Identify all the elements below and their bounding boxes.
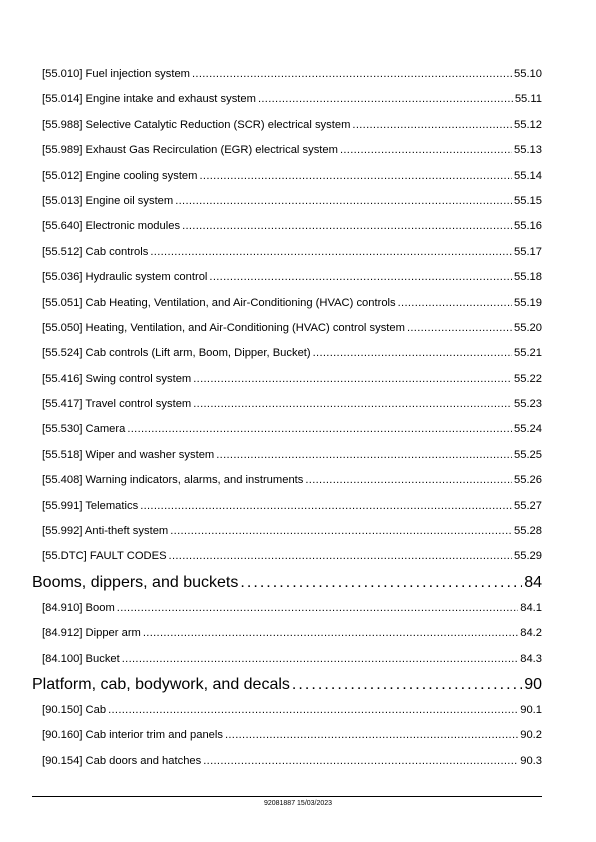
toc-entry-page: 55.18 bbox=[514, 271, 542, 284]
toc-entry[interactable] bbox=[40, 214, 544, 239]
toc-entry[interactable] bbox=[40, 723, 544, 748]
toc-entry-page: 55.29 bbox=[514, 550, 542, 563]
toc-entry-title: [55.992] Anti-theft system bbox=[42, 525, 169, 538]
leader-dots bbox=[225, 723, 518, 748]
toc-entry-page: 55.19 bbox=[514, 296, 542, 309]
toc-entry-title: [90.150] Cab bbox=[42, 703, 107, 716]
leader-dots bbox=[398, 291, 512, 316]
leader-dots bbox=[352, 113, 512, 138]
toc-entry[interactable] bbox=[40, 417, 544, 442]
leader-dots bbox=[340, 138, 512, 163]
leader-dots bbox=[305, 468, 512, 493]
leader-dots bbox=[240, 570, 522, 596]
table-of-contents bbox=[32, 62, 544, 774]
leader-dots bbox=[122, 647, 518, 672]
toc-entry-page: 55.28 bbox=[514, 525, 542, 538]
toc-entry-title: [84.912] Dipper arm bbox=[42, 627, 141, 640]
toc-entry-title: [55.036] Hydraulic system control bbox=[42, 271, 208, 284]
leader-dots bbox=[150, 240, 512, 265]
toc-entry[interactable] bbox=[40, 443, 544, 468]
toc-entry[interactable] bbox=[40, 749, 544, 774]
toc-entry-page: 55.24 bbox=[514, 423, 542, 436]
leader-dots bbox=[143, 621, 518, 646]
toc-entry[interactable] bbox=[40, 341, 544, 366]
toc-entry-page: 90.3 bbox=[520, 754, 542, 767]
toc-entry-page: 55.17 bbox=[514, 245, 542, 258]
toc-entry-page: 84.2 bbox=[520, 627, 542, 640]
toc-entry-page: 55.21 bbox=[514, 347, 542, 360]
toc-entry-title: [55.010] Fuel injection system bbox=[42, 68, 190, 80]
leader-dots bbox=[117, 596, 518, 621]
toc-entry[interactable] bbox=[40, 468, 544, 493]
leader-dots bbox=[192, 62, 512, 87]
toc-entry-title: [55.051] Cab Heating, Ventilation, and Air-Conditioning (HVAC) controls bbox=[42, 296, 396, 309]
toc-entry-page: 84.3 bbox=[520, 652, 542, 665]
toc-entry-page: 90.1 bbox=[520, 703, 542, 716]
toc-entry-title: [55.530] Camera bbox=[42, 423, 126, 436]
leader-dots bbox=[258, 87, 513, 112]
leader-dots bbox=[313, 341, 512, 366]
toc-entry-page: 55.26 bbox=[514, 474, 542, 487]
toc-entry-title: [55.014] Engine intake and exhaust system bbox=[42, 93, 256, 106]
toc-entry-page: 55.14 bbox=[514, 169, 542, 182]
toc-entry-title: [55.988] Selective Catalytic Reduction (SCR) electrical system bbox=[42, 118, 351, 131]
toc-entry[interactable] bbox=[40, 291, 544, 316]
leader-dots bbox=[108, 698, 518, 723]
toc-entry-page: 55.15 bbox=[514, 194, 542, 207]
toc-entry[interactable] bbox=[40, 392, 544, 417]
toc-entry-page: 55.27 bbox=[514, 499, 542, 512]
toc-entry-title: [90.154] Cab doors and hatches bbox=[42, 754, 202, 767]
leader-dots bbox=[193, 367, 512, 392]
toc-section-heading[interactable] bbox=[32, 570, 544, 596]
toc-entry-page: 55.23 bbox=[514, 398, 542, 411]
leader-dots bbox=[203, 749, 518, 774]
toc-entry[interactable] bbox=[40, 113, 544, 138]
leader-dots bbox=[407, 316, 512, 341]
toc-entry[interactable] bbox=[40, 647, 544, 672]
toc-entry-title: [55.512] Cab controls bbox=[42, 245, 149, 258]
toc-entry-page: 55.22 bbox=[514, 372, 542, 385]
toc-entry-title: [55.408] Warning indicators, alarms, and instruments bbox=[42, 474, 304, 487]
toc-entry-title: [55.518] Wiper and washer system bbox=[42, 448, 215, 461]
toc-entry-page: 55.20 bbox=[514, 321, 542, 334]
toc-entry-page: 55.11 bbox=[514, 93, 542, 106]
leader-dots bbox=[140, 494, 512, 519]
toc-entry-page: 55.10 bbox=[514, 68, 542, 80]
toc-entry-title: [55.417] Travel control system bbox=[42, 398, 192, 411]
toc-entry[interactable] bbox=[40, 240, 544, 265]
leader-dots bbox=[170, 519, 512, 544]
toc-entry-title: [84.910] Boom bbox=[42, 601, 115, 614]
toc-entry-page: 55.25 bbox=[514, 448, 542, 461]
toc-section-page: 90 bbox=[524, 675, 542, 693]
toc-entry-title: [84.100] Bucket bbox=[42, 652, 120, 665]
toc-entry[interactable] bbox=[40, 265, 544, 290]
toc-entry[interactable] bbox=[40, 164, 544, 189]
toc-entry-title: [55.012] Engine cooling system bbox=[42, 169, 198, 182]
toc-entry-page: 55.16 bbox=[514, 220, 542, 233]
toc-entry[interactable] bbox=[40, 87, 544, 112]
toc-entry[interactable] bbox=[40, 596, 544, 621]
toc-entry-page: 84.1 bbox=[520, 601, 542, 614]
leader-dots bbox=[199, 164, 512, 189]
toc-entry-page: 90.2 bbox=[520, 729, 542, 742]
footer-doc-id: 92081887 15/03/2023 bbox=[263, 800, 333, 807]
toc-entry-page: 55.13 bbox=[514, 144, 542, 157]
toc-section-heading[interactable] bbox=[32, 672, 544, 698]
toc-entry[interactable] bbox=[40, 621, 544, 646]
toc-entry[interactable] bbox=[40, 367, 544, 392]
toc-entry-title: [55.524] Cab controls (Lift arm, Boom, Dipper, Bucket) bbox=[42, 347, 311, 360]
toc-entry[interactable] bbox=[40, 698, 544, 723]
toc-section-title: Platform, cab, bodywork, and decals bbox=[32, 675, 290, 693]
toc-entry-title: [55.DTC] FAULT CODES bbox=[42, 550, 167, 563]
toc-entry-title: [55.013] Engine oil system bbox=[42, 194, 174, 207]
toc-section-title: Booms, dippers, and buckets bbox=[32, 573, 239, 591]
toc-entry[interactable] bbox=[40, 138, 544, 163]
leader-dots bbox=[216, 443, 512, 468]
leader-dots bbox=[209, 265, 512, 290]
toc-entry-title: [55.416] Swing control system bbox=[42, 372, 192, 385]
leader-dots bbox=[175, 189, 512, 214]
toc-entry-title: [55.050] Heating, Ventilation, and Air-Conditioning (HVAC) control system bbox=[42, 321, 405, 334]
footer-divider bbox=[32, 796, 542, 797]
toc-entry[interactable] bbox=[40, 316, 544, 341]
toc-section-page: 84 bbox=[524, 573, 542, 591]
toc-entry[interactable] bbox=[40, 62, 544, 87]
leader-dots bbox=[169, 544, 512, 569]
toc-entry-title: [55.640] Electronic modules bbox=[42, 220, 181, 233]
toc-entry-page: 55.12 bbox=[514, 118, 542, 131]
toc-entry[interactable] bbox=[40, 494, 544, 519]
toc-entry-title: [90.160] Cab interior trim and panels bbox=[42, 729, 223, 742]
toc-entry[interactable] bbox=[40, 519, 544, 544]
toc-entry-title: [55.991] Telematics bbox=[42, 499, 139, 512]
toc-entry-title: [55.989] Exhaust Gas Recirculation (EGR) electrical system bbox=[42, 144, 338, 157]
leader-dots bbox=[127, 417, 512, 442]
leader-dots bbox=[182, 214, 512, 239]
toc-entry[interactable] bbox=[40, 189, 544, 214]
leader-dots bbox=[292, 672, 522, 698]
toc-entry[interactable] bbox=[40, 544, 544, 569]
leader-dots bbox=[193, 392, 512, 417]
